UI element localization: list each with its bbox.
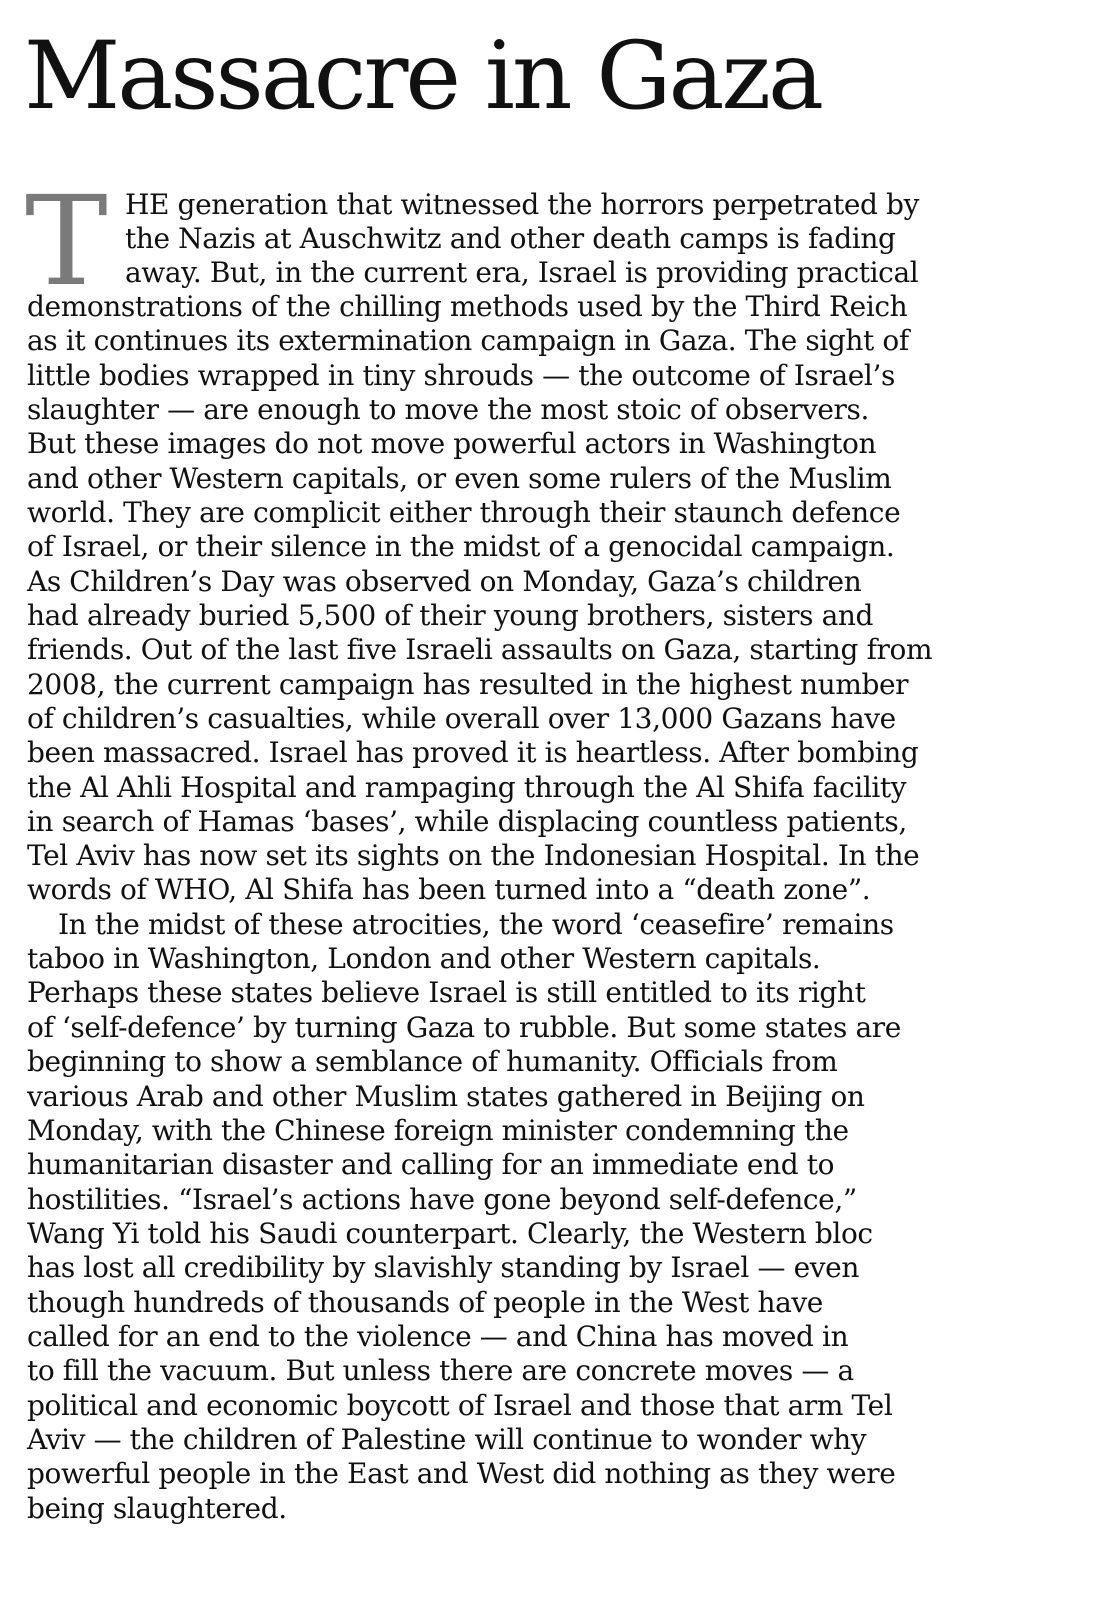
body-line: 2008, the current campaign has resulted in the highest number <box>27 668 909 701</box>
body-line: has lost all credibility by slavishly standing by Israel — even <box>27 1251 859 1284</box>
body-line: Monday, with the Chinese foreign minister condemning the <box>27 1114 849 1147</box>
body-line: Tel Aviv has now set its sights on the Indonesian Hospital. In the <box>27 839 920 872</box>
body-line: Wang Yi told his Saudi counterpart. Clearly, the Western bloc <box>27 1217 873 1250</box>
body-line: political and economic boycott of Israel and those that arm Tel <box>27 1389 893 1422</box>
body-line: world. They are complicit either through their staunch defence <box>27 496 901 529</box>
body-line: slaughter — are enough to move the most stoic of observers. <box>27 393 869 426</box>
body-line: humanitarian disaster and calling for an immediate end to <box>27 1148 835 1181</box>
body-line: HE generation that witnessed the horrors perpetrated by <box>125 188 919 221</box>
body-line: though hundreds of thousands of people in the West have <box>27 1286 823 1319</box>
body-line: taboo in Washington, London and other Western capitals. <box>27 942 821 975</box>
body-line: powerful people in the East and West did nothing as they were <box>27 1457 896 1490</box>
body-line: to fill the vacuum. But unless there are concrete moves — a <box>27 1354 854 1387</box>
body-line: of Israel, or their silence in the midst of a genocidal campaign. <box>27 530 895 563</box>
body-line: the Nazis at Auschwitz and other death camps is fading <box>125 222 896 255</box>
body-line: beginning to show a semblance of humanity. Officials from <box>27 1045 838 1078</box>
body-line: demonstrations of the chilling methods used by the Third Reich <box>27 290 908 323</box>
body-line: had already buried 5,500 of their young brothers, sisters and <box>27 599 874 632</box>
body-line: of ‘self-defence’ by turning Gaza to rubble. But some states are <box>27 1011 901 1044</box>
body-line: little bodies wrapped in tiny shrouds — the outcome of Israel’s <box>27 359 895 392</box>
body-line: friends. Out of the last five Israeli assaults on Gaza, starting from <box>27 633 933 666</box>
drop-cap: T <box>25 170 108 314</box>
body-line: as it continues its extermination campaign in Gaza. The sight of <box>27 324 909 357</box>
body-line: the Al Ahli Hospital and rampaging through the Al Shifa facility <box>27 771 907 804</box>
body-line: in search of Hamas ‘bases’, while displacing countless patients, <box>27 805 907 838</box>
body-line: been massacred. Israel has proved it is heartless. After bombing <box>27 736 919 769</box>
body-line: called for an end to the violence — and China has moved in <box>27 1320 849 1353</box>
body-line: away. But, in the current era, Israel is providing practical <box>125 256 919 289</box>
body-line: and other Western capitals, or even some rulers of the Muslim <box>27 462 892 495</box>
body-line: Aviv — the children of Palestine will continue to wonder why <box>27 1423 867 1456</box>
body-line: Perhaps these states believe Israel is still entitled to its right <box>27 976 866 1009</box>
body-line: being slaughtered. <box>27 1492 287 1525</box>
body-line: As Children’s Day was observed on Monday, Gaza’s children <box>27 565 862 598</box>
body-line: of children’s casualties, while overall over 13,000 Gazans have <box>27 702 896 735</box>
body-line: various Arab and other Muslim states gathered in Beijing on <box>27 1080 865 1113</box>
body-line: words of WHO, Al Shifa has been turned into a “death zone”. <box>27 873 871 906</box>
body-line: But these images do not move powerful actors in Washington <box>27 427 877 460</box>
headline: Massacre in Gaza <box>24 22 822 131</box>
body-line: hostilities. “Israel’s actions have gone beyond self-defence,” <box>27 1183 857 1216</box>
body-line: In the midst of these atrocities, the word ‘ceasefire’ remains <box>58 908 894 941</box>
